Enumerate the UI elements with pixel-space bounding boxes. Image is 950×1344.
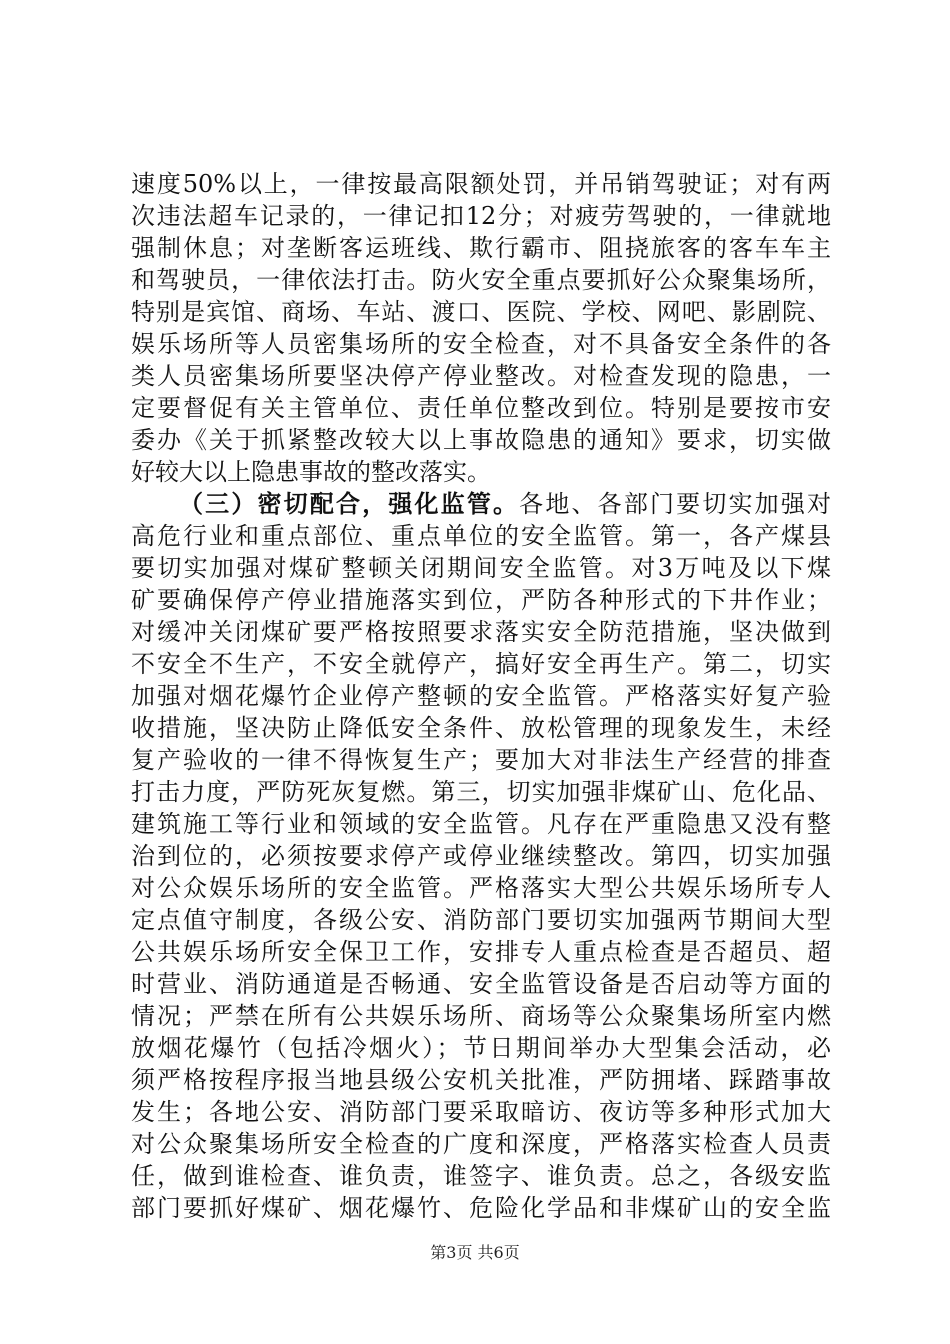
section-heading: （三）密切配合，强化监管。 [179, 490, 520, 518]
text-line: 部门要抓好煤矿、烟花爆竹、危险化学品和非煤矿山的安全监 [131, 1194, 831, 1222]
page-number-footer: 第3页 共6页 [430, 1243, 520, 1262]
text-line: 情况；严禁在所有公共娱乐场所、商场等公众聚集场所室内燃 [131, 1002, 831, 1030]
text-line: 次违法超车记录的，一律记扣12分；对疲劳驾驶的，一律就地 [131, 202, 831, 230]
text-line: 任，做到谁检查、谁负责，谁签字、谁负责。总之，各级安监 [131, 1162, 831, 1190]
text-line: 治到位的，必须按要求停产或停业继续整改。第四，切实加强 [131, 842, 831, 870]
text-line: 定要督促有关主管单位、责任单位整改到位。特别是要按市安 [131, 394, 831, 422]
text-line: 委办《关于抓紧整改较大以上事故隐患的通知》要求，切实做 [131, 426, 831, 454]
section-heading-rest: 各地、各部门要切实加强对 [519, 490, 832, 518]
text-line: 放烟花爆竹（包括冷烟火）；节日期间举办大型集会活动，必 [131, 1034, 831, 1062]
text-line: 高危行业和重点部位、重点单位的安全监管。第一，各产煤县 [131, 522, 831, 550]
text-line: 速度50%以上，一律按最高限额处罚，并吊销驾驶证；对有两 [131, 170, 831, 198]
text-line: 对公众聚集场所安全检查的广度和深度，严格落实检查人员责 [131, 1130, 831, 1158]
text-line: 不安全不生产，不安全就停产，搞好安全再生产。第二，切实 [131, 650, 831, 678]
section-heading-line [131, 488, 831, 520]
text-line: 建筑施工等行业和领域的安全监管。凡存在严重隐患又没有整 [131, 810, 831, 838]
text-line: 定点值守制度，各级公安、消防部门要切实加强两节期间大型 [131, 906, 831, 934]
text-line: 须严格按程序报当地县级公安机关批准，严防拥堵、踩踏事故 [131, 1066, 831, 1094]
text-line: 发生；各地公安、消防部门要采取暗访、夜访等多种形式加大 [131, 1098, 831, 1126]
text-line: 强制休息；对垄断客运班线、欺行霸市、阻挠旅客的客车车主 [131, 234, 831, 262]
text-line: 对缓冲关闭煤矿要严格按照要求落实安全防范措施，坚决做到 [131, 618, 831, 646]
text-line: 时营业、消防通道是否畅通、安全监管设备是否启动等方面的 [131, 970, 831, 998]
text-line: 复产验收的一律不得恢复生产；要加大对非法生产经营的排查 [131, 746, 831, 774]
text-line: 收措施，坚决防止降低安全条件、放松管理的现象发生，未经 [131, 714, 831, 742]
text-line: 加强对烟花爆竹企业停产整顿的安全监管。严格落实好复产验 [131, 682, 831, 710]
text-line: 公共娱乐场所安全保卫工作，安排专人重点检查是否超员、超 [131, 938, 831, 966]
text-line: 好较大以上隐患事故的整改落实。 [131, 458, 491, 486]
text-line: 对公众娱乐场所的安全监管。严格落实大型公共娱乐场所专人 [131, 874, 831, 902]
text-line: 矿要确保停产停业措施落实到位，严防各种形式的下井作业； [131, 586, 831, 614]
text-line: 打击力度，严防死灰复燃。第三，切实加强非煤矿山、危化品、 [131, 778, 831, 806]
text-line: 娱乐场所等人员密集场所的安全检查，对不具备安全条件的各 [131, 330, 831, 358]
text-line: 要切实加强对煤矿整顿关闭期间安全监管。对3万吨及以下煤 [131, 554, 831, 582]
text-line: 特别是宾馆、商场、车站、渡口、医院、学校、网吧、影剧院、 [131, 298, 831, 326]
text-line: 类人员密集场所要坚决停产停业整改。对检查发现的隐患，一 [131, 362, 831, 390]
text-line: 和驾驶员，一律依法打击。防火安全重点要抓好公众聚集场所， [131, 266, 831, 294]
document-body [131, 168, 831, 1224]
